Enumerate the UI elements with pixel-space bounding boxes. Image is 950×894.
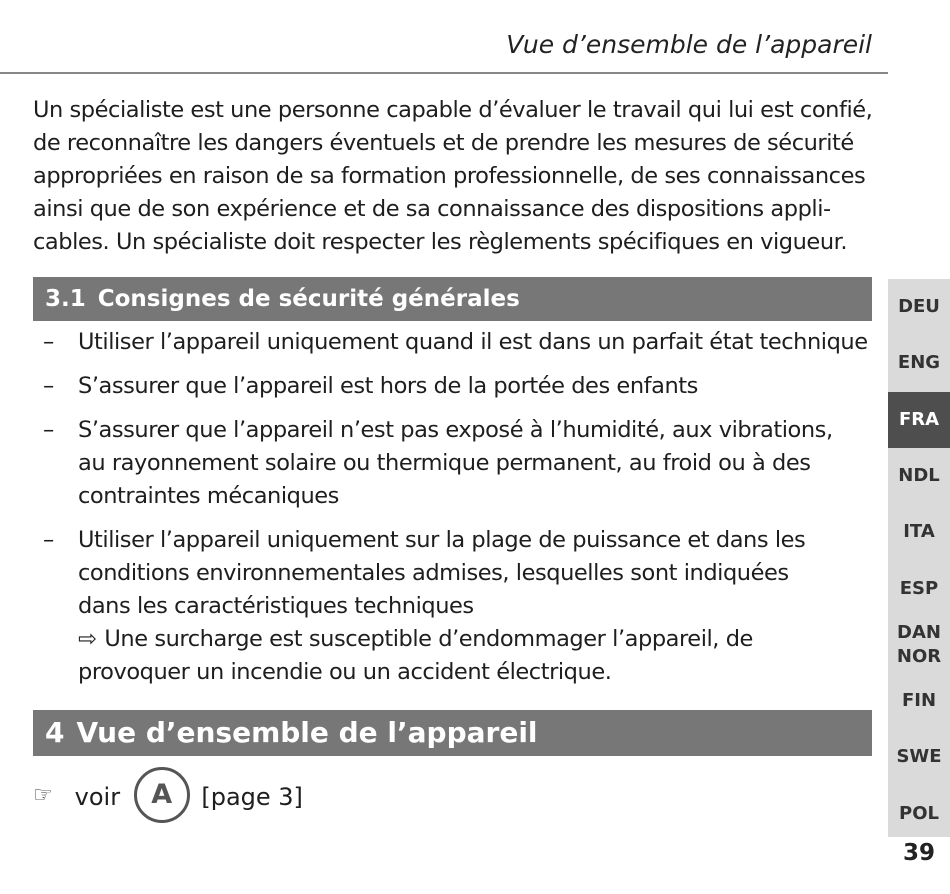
language-tab-fin[interactable]: FIN xyxy=(901,690,937,711)
section-number: 3.1 xyxy=(45,286,86,312)
list-item-text: Utiliser l’appareil uniquement quand il est dans un parfait état technique xyxy=(78,329,868,355)
header-divider xyxy=(0,72,888,74)
list-item-text: contraintes mécaniques xyxy=(78,483,339,509)
language-tab-pol[interactable]: POL xyxy=(899,803,939,824)
pointing-hand-icon: ☞ xyxy=(33,783,53,808)
intro-paragraph xyxy=(33,94,883,259)
bullet-dash: – xyxy=(43,527,54,553)
right-arrow-icon: ⇨ xyxy=(78,626,97,652)
warning-note-text: Une surcharge est susceptible d’endommager l’appareil, de xyxy=(104,626,753,652)
language-tab-dan-nor[interactable]: DAN NOR xyxy=(896,622,942,667)
list-item xyxy=(33,370,873,403)
safety-instructions-list xyxy=(33,326,873,700)
section-title: Consignes de sécurité générales xyxy=(97,286,520,312)
list-item xyxy=(33,524,873,689)
language-tab-swe[interactable]: SWE xyxy=(896,746,942,767)
bullet-dash: – xyxy=(43,329,54,355)
see-text: voir xyxy=(74,783,121,811)
figure-a-badge: A xyxy=(134,767,190,823)
intro-line: Un spécialiste est une personne capable d’évaluer le travail qui lui est confié, xyxy=(33,97,873,123)
language-tab-esp[interactable]: ESP xyxy=(899,578,939,599)
list-item-text: au rayonnement solaire ou thermique permanent, au froid ou à des xyxy=(78,450,811,476)
list-item-text: Utiliser l’appareil uniquement sur la plage de puissance et dans les xyxy=(78,527,806,553)
warning-note xyxy=(78,623,873,656)
running-header-title: Vue d’ensemble de l’appareil xyxy=(506,30,872,59)
section-title: Vue d’ensemble de l’appareil xyxy=(76,716,538,749)
section-number: 4 xyxy=(45,716,65,749)
intro-line: cables. Un spécialiste doit respecter les règlements spécifiques en vigueur. xyxy=(33,229,848,255)
list-item xyxy=(33,414,873,513)
language-tab-deu[interactable]: DEU xyxy=(898,296,940,317)
list-item-text: dans les caractéristiques techniques xyxy=(78,593,474,619)
warning-note-text: provoquer un incendie ou un accident électrique. xyxy=(78,659,612,685)
language-tab-ndl[interactable]: NDL xyxy=(898,465,940,486)
bullet-dash: – xyxy=(43,373,54,399)
list-item xyxy=(33,326,873,359)
list-item-text: S’assurer que l’appareil n’est pas exposé à l’humidité, aux vibrations, xyxy=(78,417,833,443)
section-3-1-heading xyxy=(33,277,872,321)
figure-reference xyxy=(33,773,303,819)
language-tab-fra[interactable]: FRA xyxy=(888,392,950,448)
language-tab-ita[interactable]: ITA xyxy=(903,521,935,542)
intro-line: appropriées en raison de sa formation professionnelle, de ses connaissances xyxy=(33,163,866,189)
section-4-heading xyxy=(33,710,872,756)
intro-line: ainsi que de son expérience et de sa connaissance des dispositions appli- xyxy=(33,196,831,222)
intro-line: de reconnaître les dangers éventuels et de prendre les mesures de sécurité xyxy=(33,130,854,156)
page-reference[interactable]: [page 3] xyxy=(201,783,303,811)
language-tab-strip xyxy=(888,279,950,837)
bullet-dash: – xyxy=(43,417,54,443)
language-tab-eng[interactable]: ENG xyxy=(897,352,941,373)
list-item-text: conditions environnementales admises, lesquelles sont indiquées xyxy=(78,560,789,586)
page-number: 39 xyxy=(902,840,935,866)
list-item-text: S’assurer que l’appareil est hors de la portée des enfants xyxy=(78,373,698,399)
